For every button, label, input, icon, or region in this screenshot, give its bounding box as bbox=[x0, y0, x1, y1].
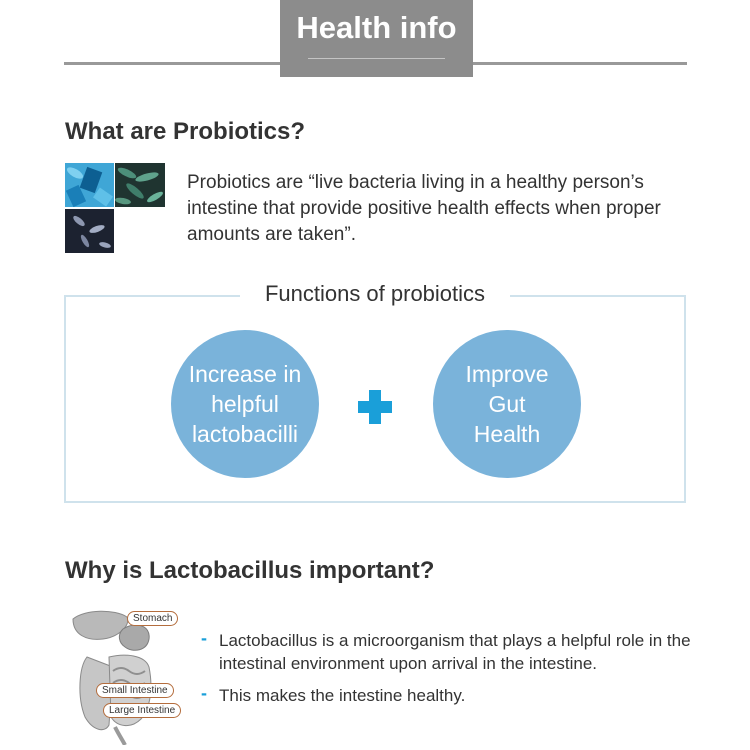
bacteria-image bbox=[65, 163, 165, 253]
functions-title: Functions of probiotics bbox=[240, 281, 510, 307]
bullet-marker-2: - bbox=[201, 683, 207, 703]
probiotics-definition: Probiotics are “live bacteria living in a healthy person’s intestine that provide positive health effects when proper amounts are taken”. bbox=[187, 172, 661, 245]
bacteria-photo-blue bbox=[65, 163, 114, 207]
bullet-text-1: Lactobacillus is a microorganism that plays a helpful role in the intestinal environment upon arrival in the intestine. bbox=[219, 631, 691, 673]
header-underline bbox=[308, 58, 445, 59]
stomach-label: Stomach bbox=[127, 611, 178, 626]
circle-right-line-3: Health bbox=[473, 421, 541, 447]
large-intestine-label: Large Intestine bbox=[103, 703, 181, 718]
circle-left-line-2: helpful bbox=[211, 391, 279, 417]
page-title: Health info bbox=[296, 10, 457, 45]
circle-right-line-1: Improve bbox=[465, 361, 549, 387]
plus-icon-vertical bbox=[369, 390, 381, 424]
bullet-marker-1: - bbox=[201, 628, 207, 648]
what-probiotics-heading: What are Probiotics? bbox=[65, 118, 306, 145]
why-lactobacillus-heading: Why is Lactobacillus important? bbox=[65, 557, 435, 584]
circle-right-line-2: Gut bbox=[488, 391, 526, 417]
circle-left-line-3: lactobacilli bbox=[191, 421, 299, 447]
circle-left-line-1: Increase in bbox=[188, 361, 302, 387]
improve-gut-health-circle bbox=[433, 330, 581, 478]
header-banner bbox=[280, 0, 473, 77]
bacteria-photo-dark bbox=[65, 209, 114, 253]
small-intestine-label: Small Intestine bbox=[96, 683, 174, 698]
digestive-system-illustration bbox=[65, 607, 190, 745]
bullet-text-2: This makes the intestine healthy. bbox=[219, 686, 466, 705]
increase-lactobacilli-circle bbox=[171, 330, 319, 478]
bacteria-photo-green bbox=[115, 163, 165, 207]
